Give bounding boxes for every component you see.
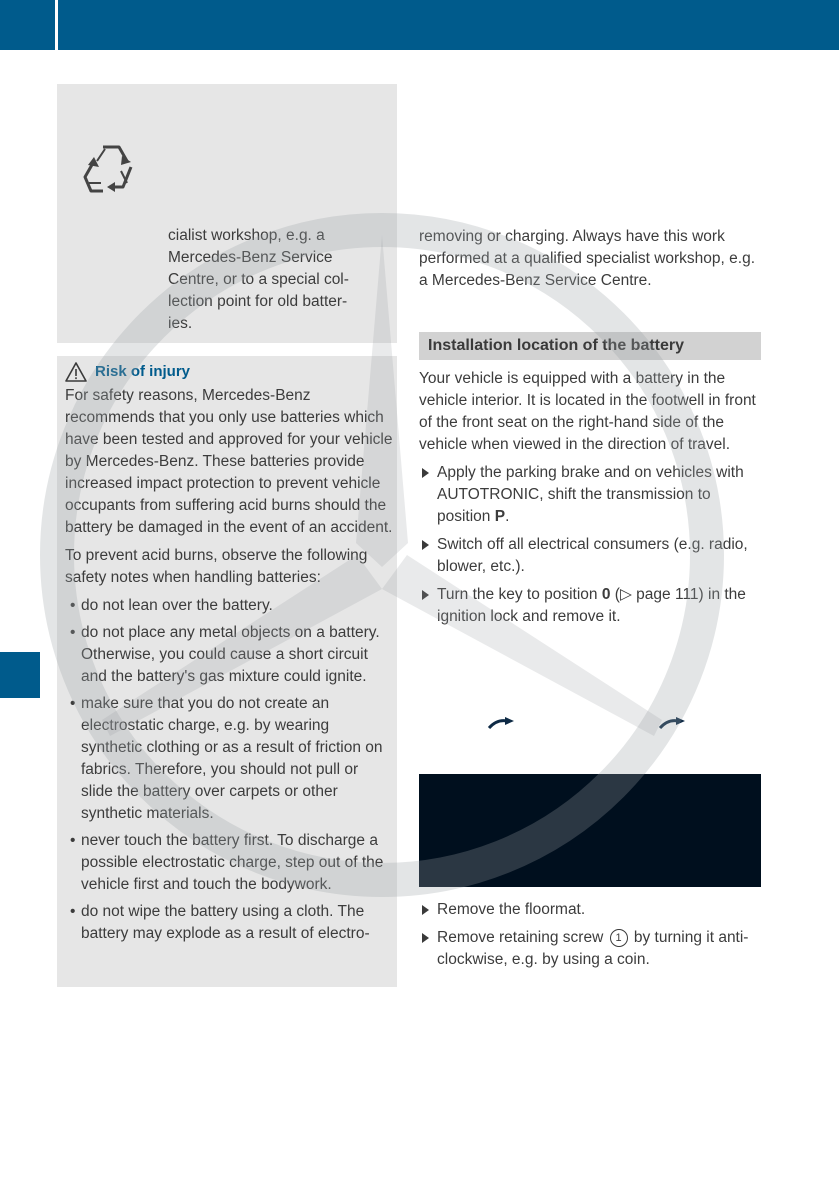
warning-paragraph: To prevent acid burns, observe the following safety notes when handling batteries: bbox=[65, 547, 368, 586]
list-item: • make sure that you do not create an electrostatic charge, e.g. by wearing synthetic clothing or as a result of friction on fabrics. Therefore, you should not pull or slide the battery over carpets or other synthetic materials. bbox=[65, 693, 393, 825]
warning-paragraph: For safety reasons, Mercedes-Benz recommends that you only use batteries which have been tested and approved for your vehicle by Mercedes-Benz. These batteries provide increased impact protection to prevent vehicle occupants from suffering acid burns should the battery be damaged in the event of an accident. bbox=[65, 387, 393, 536]
step-text-end: . bbox=[505, 508, 510, 525]
step-item bbox=[419, 584, 761, 628]
header-divider bbox=[55, 0, 58, 50]
list-item: • do not wipe the battery using a cloth. The battery may explode as a result of electro- bbox=[65, 901, 393, 945]
list-item: • do not place any metal objects on a battery. Otherwise, you could cause a short circuit and the battery's gas mixture could ignite. bbox=[65, 622, 393, 688]
safety-notes-list bbox=[65, 595, 393, 945]
curved-arrow-icon bbox=[658, 716, 686, 730]
step-text-end: in the ignition lock and remove it. bbox=[437, 586, 746, 625]
header-bar bbox=[0, 0, 839, 50]
recycling-line: lection point for old batter- bbox=[168, 293, 348, 310]
chapter-tab-marker bbox=[0, 652, 40, 698]
section-paragraph: Your vehicle is equipped with a battery in the vehicle interior. It is located in the footwell in front of the front seat on the right-hand side of the vehicle when viewed in the direction of travel. bbox=[419, 370, 756, 453]
step-item bbox=[419, 927, 761, 971]
callout-number: 1 bbox=[610, 929, 628, 947]
recycling-line: cialist workshop, e.g. a bbox=[168, 227, 325, 244]
instruction-steps bbox=[419, 899, 761, 971]
instruction-steps-continued bbox=[419, 899, 761, 977]
recycle-icon bbox=[81, 139, 141, 199]
recycling-line: ies. bbox=[168, 315, 193, 332]
step-text: Apply the parking brake and on vehicles with AUTOTRONIC, shift the transmission to position bbox=[437, 464, 744, 525]
gear-position: P bbox=[494, 508, 506, 525]
step-item: Switch off all electrical consumers (e.g. radio, blower, etc.). bbox=[419, 534, 761, 578]
curved-arrow-icon bbox=[487, 716, 515, 730]
page-reference: (▷ page 111) bbox=[614, 586, 704, 603]
section-heading: Installation location of the battery bbox=[419, 332, 761, 360]
right-column bbox=[419, 226, 761, 634]
warning-header bbox=[65, 361, 393, 383]
intro-paragraph: removing or charging. Always have this work performed at a qualified specialist workshop, e.g. a Mercedes-Benz Service Centre. bbox=[419, 228, 756, 289]
step-item bbox=[419, 462, 761, 528]
recycling-line: Centre, or to a special col- bbox=[168, 271, 349, 288]
recycling-line: Mercedes-Benz Service bbox=[168, 249, 333, 266]
battery-location-photo bbox=[419, 774, 761, 887]
recycling-note-text bbox=[168, 225, 393, 335]
list-item: • never touch the battery first. To discharge a possible electrostatic charge, step out of the vehicle first and touch the bodywork. bbox=[65, 830, 393, 896]
key-position: 0 bbox=[601, 586, 611, 603]
warning-title: Risk of injury bbox=[95, 363, 191, 380]
risk-warning bbox=[65, 361, 393, 950]
list-item: • do not lean over the battery. bbox=[65, 595, 393, 617]
step-text: Remove retaining screw bbox=[437, 929, 608, 946]
step-text: Turn the key to position bbox=[437, 586, 602, 603]
instruction-steps bbox=[419, 462, 761, 628]
step-item: Remove the floormat. bbox=[419, 899, 761, 921]
warning-triangle-icon bbox=[65, 362, 87, 382]
step-text-end: by turning it anti-clockwise, e.g. by using a coin. bbox=[437, 929, 749, 968]
